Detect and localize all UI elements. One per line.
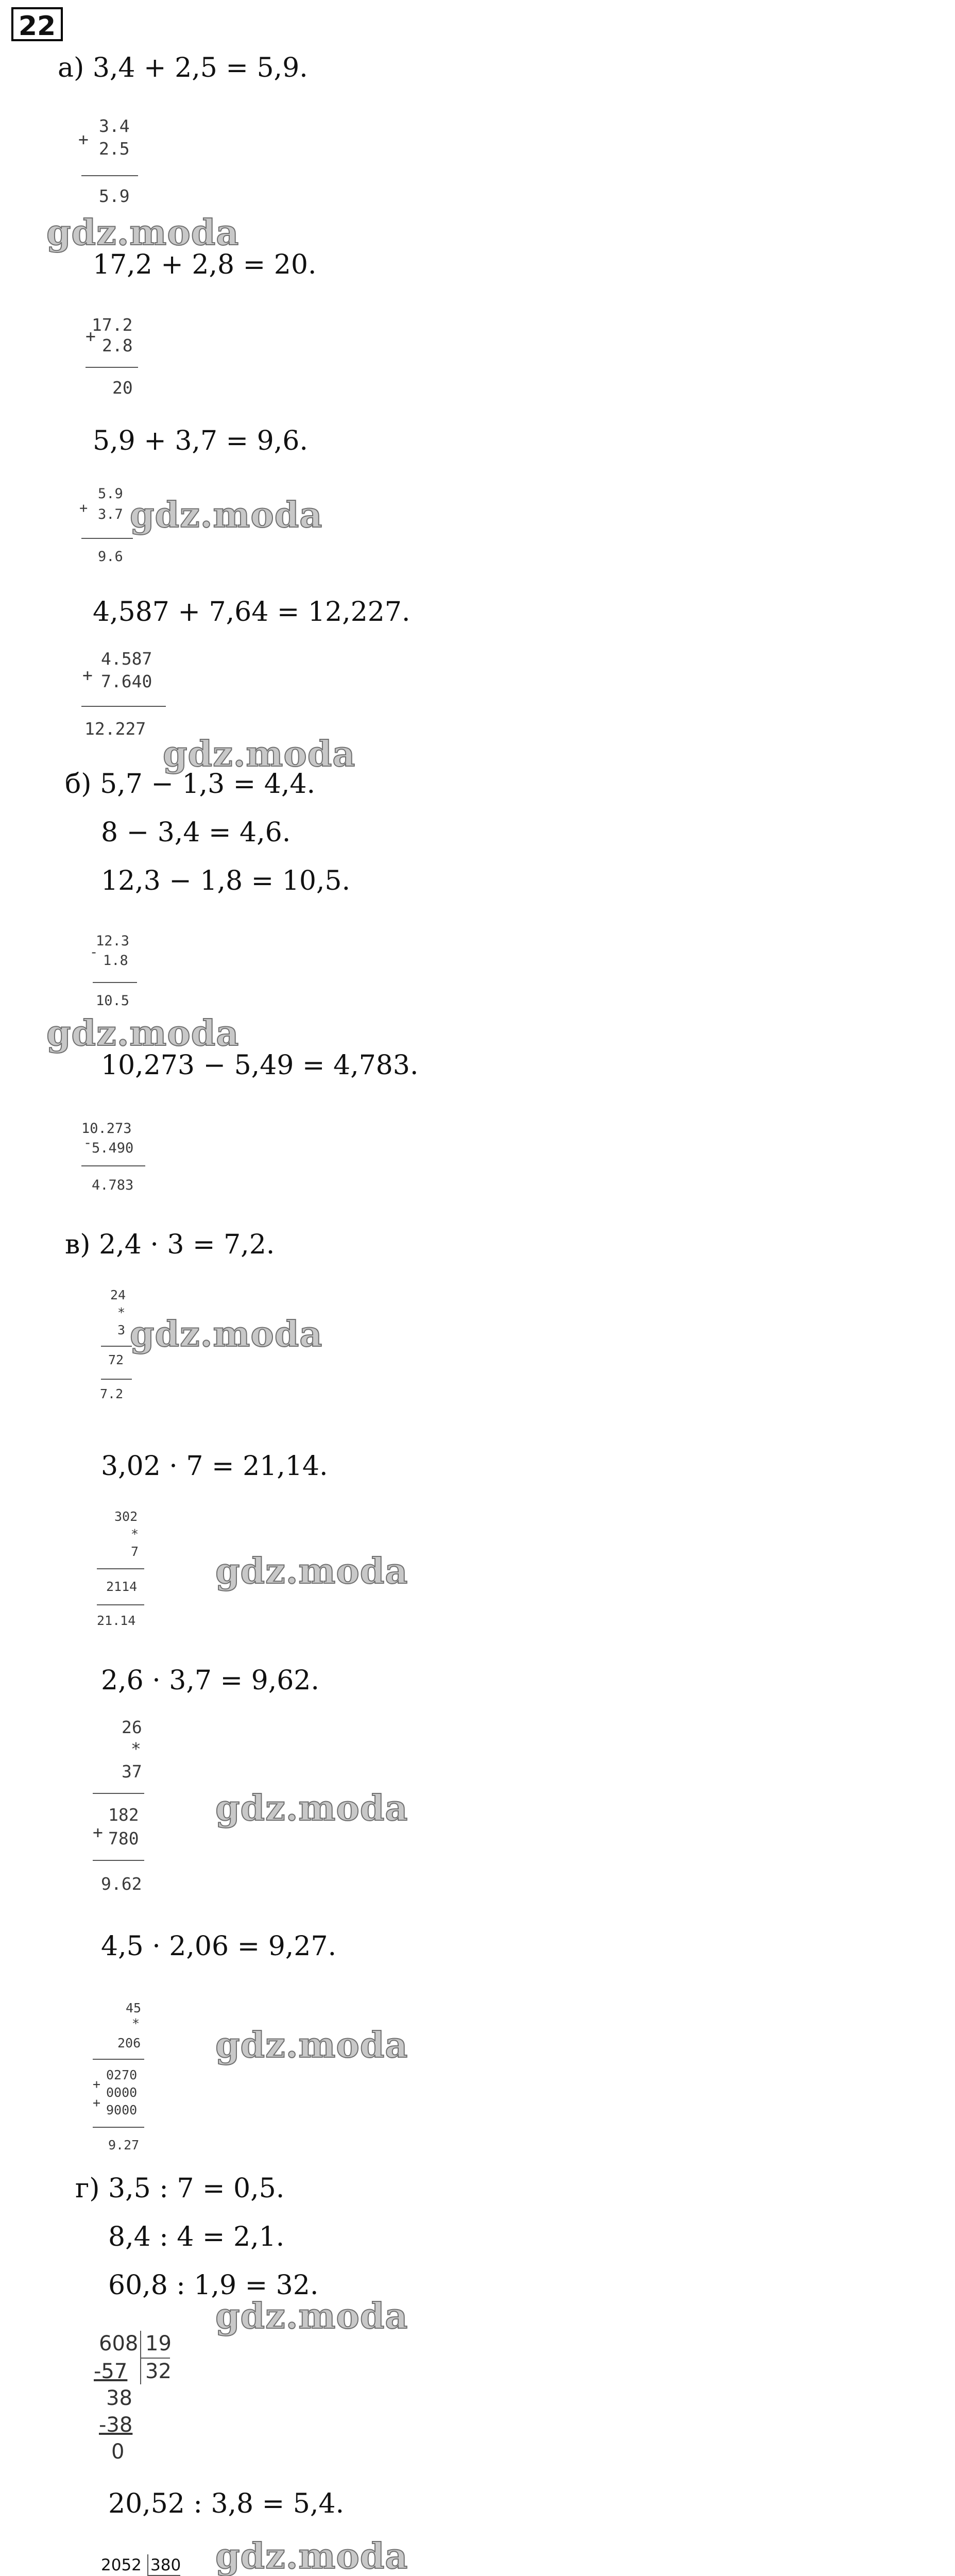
- operator: +: [78, 129, 89, 149]
- result-line: [93, 2127, 144, 2128]
- watermark: gdz.moda: [130, 1314, 323, 1355]
- product: 9.62: [101, 1874, 142, 1894]
- addend-1: 17.2: [92, 315, 133, 335]
- factor-2: 7: [131, 1544, 139, 1559]
- product-line: [93, 2059, 144, 2060]
- addend-2: 3.7: [98, 506, 123, 522]
- partial-product: 72: [108, 1352, 124, 1367]
- watermark: gdz.moda: [215, 1551, 408, 1592]
- operator: +: [82, 665, 93, 685]
- product: 21.14: [97, 1613, 136, 1628]
- sum: 20: [112, 378, 133, 398]
- watermark: gdz.moda: [215, 2296, 408, 2337]
- operator: +: [79, 500, 88, 516]
- operator: *: [132, 2016, 140, 2031]
- factor-2: 3: [117, 1323, 126, 1337]
- addend-2: 2.8: [102, 335, 133, 355]
- sum: 5.9: [99, 186, 130, 206]
- dividend: 2052: [101, 2556, 142, 2574]
- partial-product-1: 0270: [106, 2067, 138, 2082]
- watermark: gdz.moda: [215, 2025, 408, 2066]
- product-line: [101, 1346, 132, 1347]
- equation-g-2: 8,4 : 4 = 2,1.: [108, 2222, 285, 2252]
- product: 7.2: [100, 1386, 124, 1401]
- sum-line: [81, 175, 138, 176]
- difference-line: [81, 1165, 145, 1166]
- equation-v-1: в) 2,4 · 3 = 7,2.: [65, 1229, 275, 1260]
- divisor: 19: [145, 2332, 172, 2355]
- factor-2: 37: [122, 1761, 142, 1782]
- equation-v-3: 2,6 · 3,7 = 9,62.: [101, 1665, 319, 1696]
- minuend: 12.3: [96, 933, 130, 949]
- factor-1: 26: [122, 1717, 142, 1737]
- factor-1: 302: [114, 1509, 138, 1524]
- operator: +: [86, 326, 96, 346]
- subtraction-1: -57: [94, 2360, 128, 2383]
- result-line: [101, 1379, 132, 1380]
- sum-line: [81, 538, 133, 539]
- sum-line: [86, 367, 138, 368]
- operator: *: [131, 1739, 141, 1759]
- task-number: 22: [11, 7, 63, 41]
- factor-1: 45: [126, 2001, 142, 2015]
- watermark: gdz.moda: [130, 495, 323, 536]
- subtrahend: 1.8: [103, 953, 128, 969]
- watermark: gdz.moda: [215, 1788, 408, 1829]
- equation-a-3: 5,9 + 3,7 = 9,6.: [93, 426, 308, 456]
- sum: 12.227: [84, 719, 146, 739]
- equation-a-2: 17,2 + 2,8 = 20.: [93, 249, 317, 280]
- remainder-2: 0: [111, 2440, 125, 2464]
- partial-product-2: 780: [108, 1828, 139, 1849]
- operator: -: [90, 944, 98, 960]
- result-line: [93, 1860, 144, 1861]
- plus-sign-1: +: [93, 2077, 101, 2092]
- equation-a-1: а) 3,4 + 2,5 = 5,9.: [58, 53, 308, 83]
- sum: 9.6: [98, 549, 123, 565]
- watermark: gdz.moda: [163, 734, 356, 775]
- addend-2: 7.640: [101, 671, 152, 691]
- product-line: [93, 1793, 144, 1794]
- dividend: 608: [99, 2332, 139, 2355]
- equation-b-1: б) 5,7 − 1,3 = 4,4.: [65, 769, 316, 800]
- partial-product: 2114: [106, 1579, 138, 1594]
- watermark: gdz.moda: [46, 212, 240, 253]
- addend-1: 3.4: [99, 116, 130, 136]
- addend-1: 5.9: [98, 486, 123, 502]
- minuend: 10.273: [81, 1121, 132, 1137]
- factor-1: 24: [110, 1287, 126, 1302]
- watermark: gdz.moda: [215, 2536, 408, 2576]
- partial-product-1: 182: [108, 1805, 139, 1825]
- division-bar: [147, 2554, 148, 2576]
- equation-g-3: 60,8 : 1,9 = 32.: [108, 2270, 319, 2301]
- subtraction-2: -38: [99, 2413, 133, 2437]
- factor-2: 206: [117, 2036, 141, 2050]
- remainder-1: 38: [106, 2386, 132, 2410]
- equation-v-4: 4,5 · 2,06 = 9,27.: [101, 1931, 337, 1962]
- subtrahend: 5.490: [92, 1140, 134, 1156]
- product-line: [97, 1568, 144, 1569]
- difference-line: [93, 982, 137, 983]
- equation-g-4: 20,52 : 3,8 = 5,4.: [108, 2488, 344, 2519]
- addend-1: 4.587: [101, 649, 152, 669]
- plus-sign: +: [93, 1822, 103, 1842]
- partial-product-3: 9000: [106, 2103, 138, 2117]
- sum-line: [81, 706, 166, 707]
- partial-product-2: 0000: [106, 2085, 138, 2100]
- difference: 4.783: [92, 1177, 134, 1193]
- equation-b-2: 8 − 3,4 = 4,6.: [101, 817, 291, 848]
- watermark: gdz.moda: [46, 1013, 240, 1054]
- equation-g-1: г) 3,5 : 7 = 0,5.: [75, 2173, 285, 2204]
- product: 9.27: [108, 2138, 140, 2153]
- operator: *: [131, 1527, 139, 1541]
- plus-sign-2: +: [93, 2095, 101, 2110]
- equation-b-4: 10,273 − 5,49 = 4,783.: [101, 1050, 419, 1081]
- operator: -: [83, 1135, 92, 1151]
- equation-v-2: 3,02 · 7 = 21,14.: [101, 1451, 328, 1482]
- operator: *: [117, 1305, 126, 1320]
- divisor: 380: [150, 2556, 181, 2574]
- result-line: [97, 1604, 144, 1605]
- equation-a-4: 4,587 + 7,64 = 12,227.: [93, 597, 411, 628]
- quotient: 32: [145, 2360, 172, 2383]
- addend-2: 2.5: [99, 139, 130, 159]
- equation-b-3: 12,3 − 1,8 = 10,5.: [101, 866, 351, 896]
- difference: 10.5: [96, 993, 130, 1009]
